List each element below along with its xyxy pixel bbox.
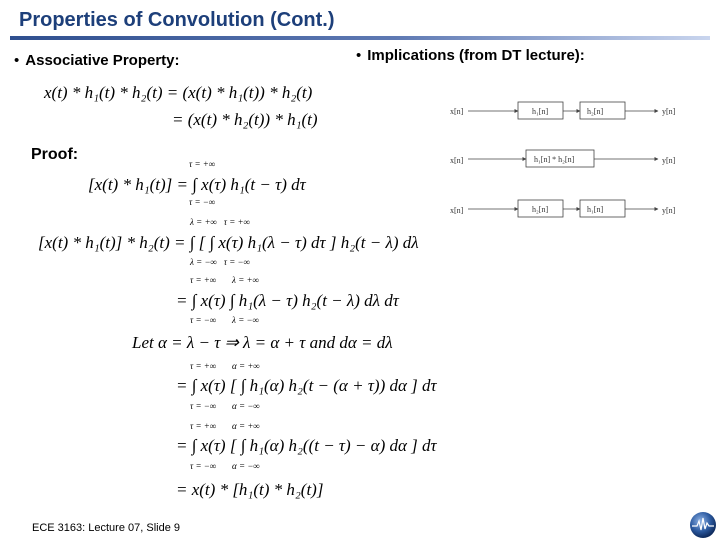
proof-step2: [x(t) * h₁(t)] * h₂(t) = ∫ [ ∫ x(τ) h₁(λ − τ) dτ ] h₂(t − λ) dλ [38,233,419,252]
bullet-dot-icon: • [356,47,362,64]
row2-block-label: h₁[n] * h₂[n] [534,155,575,164]
row1-block2-label: h₂[n] [587,107,604,116]
step3-lower-limits [190,316,259,325]
step4-lower-limits [190,402,260,411]
step4-tau-lower: τ = −∞ [190,401,217,411]
implications-bullet [356,47,585,64]
row1-block1-label: h₁[n] [532,107,549,116]
bullet-dot-icon: • [14,52,20,69]
step2-lambda-upper: λ = +∞ [190,217,217,227]
step1-upper-limit: τ = +∞ [189,159,216,169]
proof-step5: = ∫ x(τ) [ ∫ h₁(α) h₂((t − τ) − α) dα ] dτ [176,436,437,455]
step4-alpha-upper: α = +∞ [232,361,260,371]
step5-upper-limits [190,422,260,431]
step3-lambda-lower: λ = −∞ [232,315,260,325]
row3-output-label: y[n] [662,206,676,215]
step2-upper-limits [190,218,250,227]
university-globe-logo-icon [688,510,718,540]
step5-alpha-lower: α = −∞ [232,461,260,471]
step4-tau-upper: τ = +∞ [190,361,217,371]
row1-input-label: x[n] [450,107,464,116]
row3-input-label: x[n] [450,206,464,215]
associative-bullet [14,52,180,69]
proof-result: = x(t) * [h₁(t) * h₂(t)] [176,480,324,499]
step5-tau-upper: τ = +∞ [190,421,217,431]
row3-block2-label: h₁[n] [587,205,604,214]
row2-output-label: y[n] [662,156,676,165]
step3-upper-limits [190,276,259,285]
implications-bullet-text: Implications (from DT lecture): [367,47,585,64]
step4-upper-limits [190,362,260,371]
diagram-row1 [450,102,676,119]
step1-lower-limit: τ = −∞ [189,197,216,207]
block-diagrams [440,88,700,223]
proof-step3: = ∫ x(τ) ∫ h₁(λ − τ) h₂(t − λ) dλ dτ [176,291,399,310]
step2-tau-upper: τ = +∞ [223,217,251,227]
proof-step1: [x(t) * h₁(t)] = ∫ x(τ) h₁(t − τ) dτ [88,175,306,194]
slide-title: Properties of Convolution (Cont.) [19,9,335,31]
row1-output-label: y[n] [662,107,676,116]
proof-step4: = ∫ x(τ) [ ∫ h₁(α) h₂(t − (α + τ)) dα ] dτ [176,376,437,395]
step2-lower-limits [190,258,250,267]
assoc-equation-line2: = (x(t) * h₂(t)) * h₁(t) [172,110,318,129]
title-underline [10,36,710,40]
diagram-row3 [450,200,676,217]
step4-alpha-lower: α = −∞ [232,401,260,411]
step3-tau-upper: τ = +∞ [190,275,217,285]
step2-tau-lower: τ = −∞ [223,257,251,267]
step5-tau-lower: τ = −∞ [190,461,217,471]
substitution-line: Let α = λ − τ ⇒ λ = α + τ and dα = dλ [132,333,393,352]
step3-lambda-upper: λ = +∞ [232,275,260,285]
proof-label: Proof: [31,146,79,163]
step5-alpha-upper: α = +∞ [232,421,260,431]
associative-bullet-text: Associative Property: [25,52,180,69]
step3-tau-lower: τ = −∞ [190,315,217,325]
diagram-row2 [450,150,676,167]
step2-lambda-lower: λ = −∞ [190,257,217,267]
assoc-equation-line1: x(t) * h₁(t) * h₂(t) = (x(t) * h₁(t)) * h₂(t) [44,83,313,102]
row3-block1-label: h₂[n] [532,205,549,214]
slide-footer: ECE 3163: Lecture 07, Slide 9 [32,522,180,534]
row2-input-label: x[n] [450,156,464,165]
step5-lower-limits [190,462,260,471]
